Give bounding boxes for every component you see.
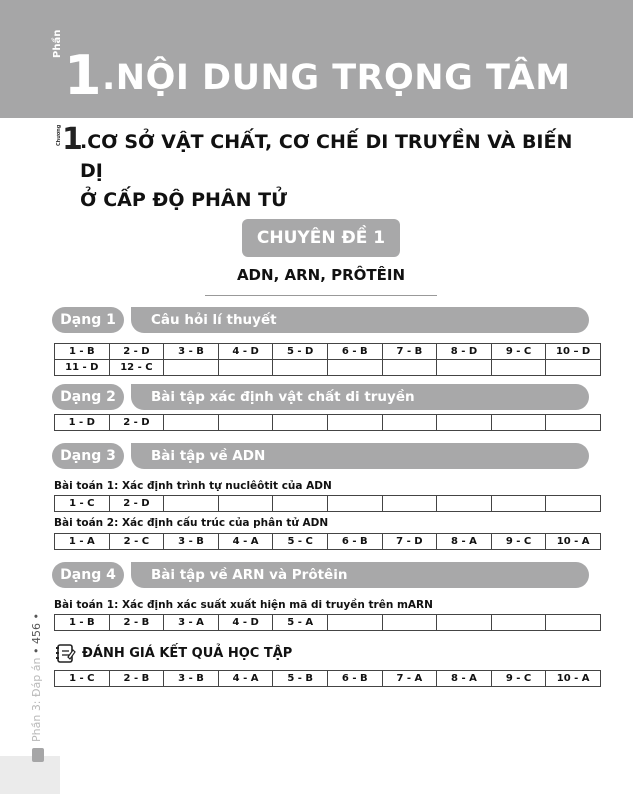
answer-cell <box>273 496 328 512</box>
answer-cell: 7 - D <box>382 534 437 550</box>
table-row <box>55 615 601 631</box>
answer-cell <box>218 496 273 512</box>
answer-cell: 8 - A <box>437 671 492 687</box>
answer-table-dang-4-bt1 <box>54 614 601 631</box>
answer-cell <box>491 360 546 376</box>
section-title: Bài tập về ADN <box>131 443 589 469</box>
table-row <box>55 360 601 376</box>
answer-cell <box>546 415 601 431</box>
answer-cell <box>164 415 219 431</box>
topic-subtitle: ADN, ARN, PRÔTÊIN <box>236 266 406 284</box>
chapter-title-line-1: .CƠ SỞ VẬT CHẤT, CƠ CHẾ DI TRUYỀN VÀ BIẾN DỊ <box>80 131 573 182</box>
answer-cell: 5 - A <box>273 615 328 631</box>
part-number: 1 <box>64 44 102 107</box>
table-row <box>55 415 601 431</box>
answer-cell: 6 - B <box>327 344 382 360</box>
answer-cell: 12 - C <box>109 360 164 376</box>
answer-cell <box>164 360 219 376</box>
answer-cell: 2 - D <box>109 344 164 360</box>
answer-cell <box>546 615 601 631</box>
answer-cell: 6 - B <box>327 534 382 550</box>
answer-cell: 5 - B <box>273 671 328 687</box>
assessment-title: ĐÁNH GIÁ KẾT QUẢ HỌC TẬP <box>82 646 293 661</box>
answer-cell <box>546 360 601 376</box>
part-label: Phần 3: Đáp án <box>30 657 43 742</box>
table-row <box>55 671 601 687</box>
topic-label: CHUYÊN ĐỀ 1 <box>242 219 400 257</box>
answer-cell: 9 - C <box>491 671 546 687</box>
chapter-title <box>80 128 600 215</box>
answer-cell <box>491 415 546 431</box>
answer-cell <box>327 415 382 431</box>
answer-cell: 1 - A <box>55 534 110 550</box>
answer-cell <box>382 415 437 431</box>
notebook-icon <box>54 642 76 664</box>
table-row <box>55 534 601 550</box>
answer-cell: 5 - D <box>273 344 328 360</box>
answer-cell <box>491 615 546 631</box>
answer-cell <box>546 496 601 512</box>
section-title: Câu hỏi lí thuyết <box>131 307 589 333</box>
answer-cell <box>218 360 273 376</box>
answer-cell <box>164 496 219 512</box>
part-banner <box>0 0 633 118</box>
section-badge: Dạng 3 <box>52 443 124 469</box>
answer-cell <box>382 360 437 376</box>
answer-cell: 10 - A <box>546 534 601 550</box>
problem-label: Bài toán 1: Xác định trình tự nuclêôtit của ADN <box>54 480 332 492</box>
page-corner <box>0 756 60 794</box>
answer-cell: 3 - B <box>164 534 219 550</box>
section-badge: Dạng 2 <box>52 384 124 410</box>
page-corner-tab <box>32 748 44 762</box>
answer-cell: 4 - A <box>218 534 273 550</box>
section-title: Bài tập về ARN và Prôtêin <box>131 562 589 588</box>
answer-table-assessment <box>54 670 601 687</box>
side-footer <box>30 613 43 742</box>
table-row <box>55 496 601 512</box>
answer-cell: 3 - B <box>164 344 219 360</box>
answer-cell: 10 – D <box>546 344 601 360</box>
answer-cell <box>437 360 492 376</box>
section-badge: Dạng 1 <box>52 307 124 333</box>
answer-cell <box>218 415 273 431</box>
chapter-number: 1 <box>62 122 83 157</box>
answer-cell: 8 - A <box>437 534 492 550</box>
answer-cell <box>273 415 328 431</box>
answer-cell: 3 - B <box>164 671 219 687</box>
answer-cell: 4 - D <box>218 615 273 631</box>
answer-cell <box>327 615 382 631</box>
section-badge: Dạng 4 <box>52 562 124 588</box>
table-row <box>55 344 601 360</box>
answer-cell <box>382 496 437 512</box>
answer-cell <box>437 496 492 512</box>
answer-cell: 2 - D <box>109 496 164 512</box>
problem-label: Bài toán 2: Xác định cấu trúc của phân tử ADN <box>54 517 329 529</box>
answer-cell: 3 - A <box>164 615 219 631</box>
answer-cell: 4 - A <box>218 671 273 687</box>
answer-cell: 2 - B <box>109 615 164 631</box>
answer-table-dang-3-bt1 <box>54 495 601 512</box>
answer-table-dang-3-bt2 <box>54 533 601 550</box>
answer-cell: 11 - D <box>55 360 110 376</box>
answer-cell <box>273 360 328 376</box>
section-title: Bài tập xác định vật chất di truyền <box>131 384 589 410</box>
topic-divider <box>205 295 437 296</box>
answer-cell: 1 - D <box>55 415 110 431</box>
part-word: Phần <box>52 29 63 58</box>
answer-cell: 5 - C <box>273 534 328 550</box>
answer-cell <box>382 615 437 631</box>
answer-cell <box>437 415 492 431</box>
answer-table-dang-1 <box>54 343 601 376</box>
answer-cell: 4 - D <box>218 344 273 360</box>
answer-cell <box>327 360 382 376</box>
chapter-title-line-2: Ở CẤP ĐỘ PHÂN TỬ <box>80 189 287 211</box>
answer-cell: 2 - D <box>109 415 164 431</box>
answer-cell: 8 - D <box>437 344 492 360</box>
answer-cell <box>327 496 382 512</box>
answer-cell: 1 - C <box>55 671 110 687</box>
chapter-word: Chương <box>56 124 62 146</box>
answer-cell: 2 - C <box>109 534 164 550</box>
answer-cell <box>437 615 492 631</box>
page-number: • 456 • <box>30 613 43 655</box>
answer-table-dang-2 <box>54 414 601 431</box>
answer-cell <box>491 496 546 512</box>
answer-cell: 9 - C <box>491 534 546 550</box>
part-title: .NỘI DUNG TRỌNG TÂM <box>102 58 571 98</box>
answer-cell: 2 - B <box>109 671 164 687</box>
answer-cell: 7 - A <box>382 671 437 687</box>
problem-label: Bài toán 1: Xác định xác suất xuất hiện mã di truyền trên mARN <box>54 599 433 611</box>
answer-cell: 10 - A <box>546 671 601 687</box>
answer-cell: 1 - B <box>55 615 110 631</box>
answer-cell: 1 - C <box>55 496 110 512</box>
answer-cell: 9 - C <box>491 344 546 360</box>
answer-cell: 7 - B <box>382 344 437 360</box>
answer-cell: 6 - B <box>327 671 382 687</box>
answer-cell: 1 - B <box>55 344 110 360</box>
